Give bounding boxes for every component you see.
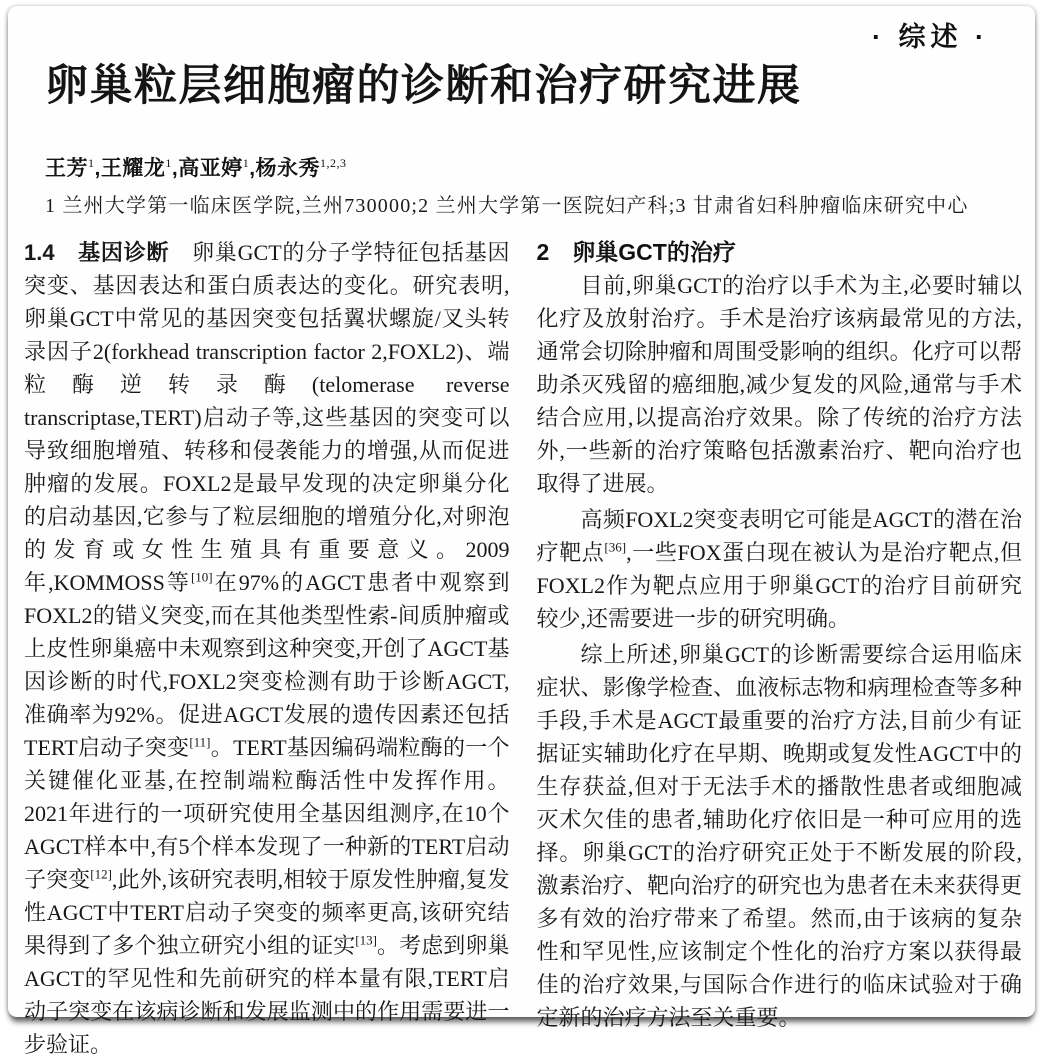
article-body (24, 236, 1022, 1064)
author-affiliation-sup: 1,2,3 (320, 156, 347, 170)
reference-superscript: [12] (90, 866, 112, 882)
section-heading: 2 卵巢GCT的治疗 (536, 239, 736, 265)
reference-superscript: [11] (189, 734, 211, 750)
author-name: 高亚婷$^1$ (178, 156, 250, 180)
reference-superscript: [10] (190, 569, 213, 585)
author-affiliation-sup: 1 (88, 156, 95, 170)
body-paragraph: 1.4 基因诊断 卵巢GCT的分子学特征包括基因突变、基因表达和蛋白质表达的变化。研究表明,卵巢GCT中常见的基因突变包括翼状螺旋/叉头转录因子2(forkhead transcription factor 2,FOXL2)、端粒酶逆转录酶(telomerase reverse transcriptase,TERT)启动子等,这些基因的突变可以导致细胞增殖、转移和侵袭能力的增强,从而促进肿瘤的发展。FOXL2是最早发现的决定卵巢分化的启动基因,它参与了粒层细胞的增殖分化,对卵泡的发育或女性生殖具有重要意义。2009年,KOMMOSS等[10]在97%的AGCT患者中观察到FOXL2的错义突变,而在其他类型性索-间质肿瘤或上皮性卵巢癌中未观察到这种突变,开创了AGCT基因诊断的时代,FOXL2突变检测有助于诊断AGCT,准确率为92%。促进AGCT发展的遗传因素还包括TERT启动子突变[11]。TERT基因编码端粒酶的一个关键催化亚基,在控制端粒酶活性中发挥作用。2021年进行的一项研究使用全基因组测序,在10个AGCT样本中,有5个样本发现了一种新的TERT启动子突变[12],此外,该研究表明,相较于原发性肿瘤,复发性AGCT中TERT启动子突变的频率更高,该研究结果得到了多个独立研究小组的证实[13]。考虑到卵巢AGCT的罕见性和先前研究的样本量有限,TERT启动子突变在该病诊断和发展监测中的作用需要进一步验证。 (24, 240, 510, 1057)
author-affiliation-sup: 1 (165, 156, 172, 170)
reference-superscript: [36] (604, 539, 627, 555)
author-name: 杨永秀$^{1,2,3}$ (255, 156, 347, 180)
right-column (537, 236, 1023, 1064)
article-category-label: · 综述 · (872, 22, 989, 52)
body-paragraph: 目前,卵巢GCT的治疗以手术为主,必要时辅以化疗及放射治疗。手术是治疗该病最常见的方法,通常会切除肿瘤和周围受影响的组织。化疗可以帮助杀灭残留的癌细胞,减少复发的风险,通常与手术结合应用,以提高治疗效果。除了传统的治疗方法外,一些新的治疗策略包括激素治疗、靶向治疗也取得了进展。 (536, 273, 1022, 496)
authors-line: 王芳$^1$,王耀龙$^1$,高亚婷$^1$,杨永秀$^{1,2,3}$ (45, 156, 347, 180)
author-affiliation-sup: 1 (242, 156, 250, 170)
left-column (24, 236, 510, 1064)
author-name: 王芳$^1$ (45, 156, 95, 180)
article-title: 卵巢粒层细胞瘤的诊断和治疗研究进展 (45, 63, 802, 110)
reference-superscript: [13] (355, 932, 377, 948)
affiliations-line: 1 兰州大学第一临床医学院,兰州730000;2 兰州大学第一医院妇产科;3 甘肃省妇科肿瘤临床研究中心 (45, 195, 969, 217)
inline-section-heading: 1.4 基因诊断 (24, 240, 193, 265)
journal-page (8, 6, 1035, 1057)
body-paragraph: 综上所述,卵巢GCT的诊断需要综合运用临床症状、影像学检查、血液标志物和病理检查等多种手段,手术是AGCT最重要的治疗方法,目前少有证据证实辅助化疗在早期、晚期或复发性AGCT中的生存获益,但对于无法手术的播散性患者或细胞减灭术欠佳的患者,辅助化疗依旧是一种可应用的选择。卵巢GCT的治疗研究正处于不断发展的阶段,激素治疗、靶向治疗的研究也为患者在未来获得更多有效的治疗带来了希望。然而,由于该病的复杂性和罕见性,应该制定个性化的治疗方案以获得最佳的治疗效果,与国际合作进行的临床试验对于确定新的治疗方法至关重要。 (536, 642, 1022, 1030)
body-paragraph: 高频FOXL2突变表明它可能是AGCT的潜在治疗靶点[36],一些FOX蛋白现在被认为是治疗靶点,但FOXL2作为靶点应用于卵巢GCT的治疗目前研究较少,还需要进一步的研究明确。 (536, 507, 1022, 631)
author-name: 王耀龙$^1$ (100, 156, 172, 180)
